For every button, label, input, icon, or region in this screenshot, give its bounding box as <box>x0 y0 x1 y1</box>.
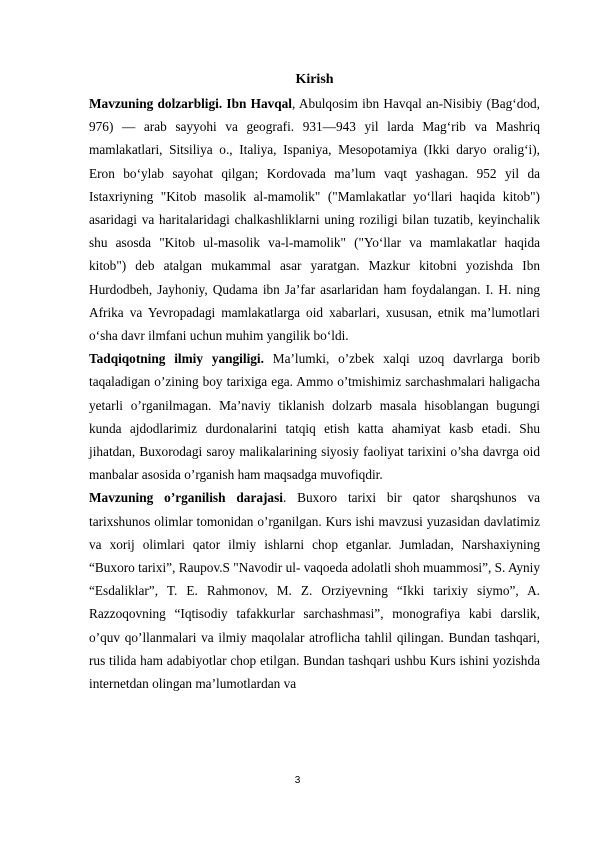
paragraph-relevance <box>89 92 540 347</box>
page-number: 3 <box>294 775 301 786</box>
paragraph-study-level-heading: Mavzuning o’rganilish darajasi <box>89 490 283 506</box>
document-page <box>89 70 540 695</box>
paragraph-novelty-heading: Tadqiqotning ilmiy yangiligi. <box>89 351 264 367</box>
paragraph-novelty-text: Ma’lumki, o’zbek xalqi uzoq davrlarga borib taqaladigan o’zining boy tarixiga ega. Ammo o’tmishimiz sarchashmalari haligacha yetarli o’rganilmagan. Ma’naviy tiklanish dolzarb masala hisoblangan bugungi kunda ajdodlarimiz durdonalarini tatqiq etish katta ahamiyat kasb etadi. Shu jihatdan, Buxorodagi saroy malikalarining siyosiy faoliyat tarixini o’sha davrga oid manbalar asosida o’rganish ham maqsadga muvofiqdir. <box>89 351 541 483</box>
paragraph-relevance-heading: Mavzuning dolzarbligi. Ibn Havqal <box>89 96 292 111</box>
document-title: Kirish <box>295 72 334 87</box>
paragraph-relevance-text: , Abulqosim ibn Havqal an-Nisibiy (Bag‘dod, 976) — arab sayyohi va geografi. 931—943 yil larda Mag‘rib va Mashriq mamlakatlari, Sitsiliya o., Italiya, Ispaniya, Mesopotamiya (Ikki daryo oralig‘i), Eron bo‘ylab sayohat qilgan; Kordovada maʼlum vaqt yashagan. 952 yil da Istaxriyning "Kitob masolik al-mamolik" ("Mamlakatlar yo‘llari haqida kitob") asaridagi va haritalaridagi chalkashliklarni uning roziligi bilan tuzatib, keyinchalik shu asosda "Kitob ul-masolik va-l-mamolik" ("Yo‘llar va mamlakatlar haqida kitob") deb atalgan mukammal asar yaratgan. Mazkur kitobni yozishda Ibn Hurdodbeh, Jayhoniy, Qudama ibn Jaʼfar asarlaridan ham foydalangan. I. H. ning Afrika va Yevropadagi mamlakatlarga oid xabarlari, xususan, etnik maʼlumotlari o‘sha davr ilmfani uchun muhim yangilik bo‘ldi. <box>89 96 540 344</box>
paragraph-study-level <box>89 486 540 695</box>
paragraph-novelty <box>89 347 540 486</box>
paragraph-study-level-text: . Buxoro tarixi bir qator sharqshunos va tarixshunos olimlar tomonidan o’rganilgan. Kurs ishi mavzusi yuzasidan davlatimiz va xorij olimlari qator ilmiy ishlarni chop etganlar. Jumladan, Narshaxiyning “Buxoro tarixi”, Raupov.S "Navodir ul- vaqoeda adolatli shoh muammosi”, S. Ayniy “Esdaliklar”, T. E. Rahmonov, M. Z. Orziyevning “Ikki tarixiy siymo”, A. Razzoqovning “Iqtisodiy tafakkurlar sarchashmasi”, monografiya kabi darslik, o’quv qo’llanmalari va ilmiy maqolalar atroflicha tahlil qilingan. Bundan tashqari, rus tilida ham adabiyotlar chop etilgan. Bundan tashqari ushbu Kurs ishini yozishda internetdan olingan ma’lumotlardan va <box>89 490 540 692</box>
